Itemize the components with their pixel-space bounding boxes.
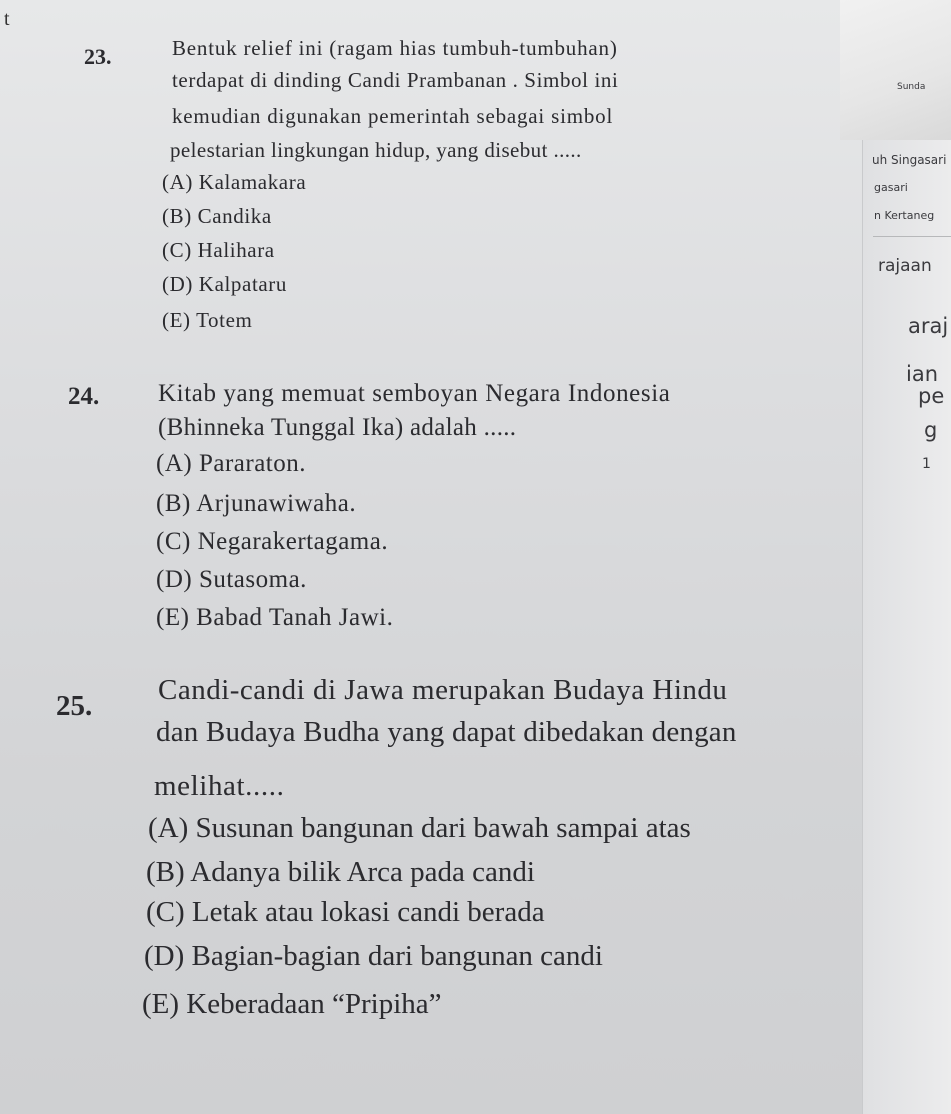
question-text-line: terdapat di dinding Candi Prambanan . Simbol ini xyxy=(172,68,619,92)
option-e: (E) Babad Tanah Jawi. xyxy=(156,604,394,631)
option-a: (A) Pararaton. xyxy=(156,450,306,477)
question-text-line: Kitab yang memuat semboyan Negara Indonesia xyxy=(158,380,671,407)
question-number: 24. xyxy=(68,383,100,410)
option-d: (D) Kalpataru xyxy=(162,272,287,296)
question-number: 25. xyxy=(56,690,93,722)
side-fragment-pe: pe xyxy=(918,384,945,408)
option-c: (C) Halihara xyxy=(162,238,275,262)
option-b: (B) Candika xyxy=(162,204,272,228)
side-fragment-gasari: gasari xyxy=(874,181,908,194)
option-b: (B) Arjunawiwaha. xyxy=(156,490,357,517)
question-number: 23. xyxy=(84,44,112,69)
option-c: (C) Letak atau lokasi candi berada xyxy=(146,896,545,928)
side-fragment-ian: ian xyxy=(906,362,939,386)
side-fragment-singasari: uh Singasari xyxy=(872,153,947,167)
question-text-line: kemudian digunakan pemerintah sebagai simbol xyxy=(172,104,614,128)
side-fragment-sunda: Sunda xyxy=(897,82,926,92)
question-text-line: Candi-candi di Jawa merupakan Budaya Hindu xyxy=(158,674,728,706)
option-a: (A) Kalamakara xyxy=(162,170,307,194)
question-text-line: pelestarian lingkungan hidup, yang disebut ..... xyxy=(170,138,582,162)
side-fragment-kertaneg: n Kertaneg xyxy=(874,209,935,222)
option-c: (C) Negarakertagama. xyxy=(156,528,389,555)
side-fragment-1: 1 xyxy=(922,456,931,472)
option-e: (E) Keberadaan “Pripiha” xyxy=(142,988,442,1020)
question-text-line: Bentuk relief ini (ragam hias tumbuh-tumbuhan) xyxy=(172,36,618,60)
stray-mark: t xyxy=(4,8,10,30)
adjacent-page-divider xyxy=(873,236,951,237)
question-text-line: (Bhinneka Tunggal Ika) adalah ..... xyxy=(158,414,517,441)
option-d: (D) Sutasoma. xyxy=(156,566,307,593)
map-fragment xyxy=(840,0,951,140)
option-d: (D) Bagian-bagian dari bangunan candi xyxy=(144,940,603,972)
side-fragment-araj: araj xyxy=(908,314,949,338)
adjacent-page xyxy=(862,0,951,1114)
side-fragment-g: g xyxy=(924,418,938,442)
question-text-line: melihat..... xyxy=(154,770,285,802)
option-e: (E) Totem xyxy=(162,308,253,332)
option-b: (B) Adanya bilik Arca pada candi xyxy=(146,856,535,888)
option-a: (A) Susunan bangunan dari bawah sampai atas xyxy=(148,812,691,844)
side-fragment-rajaan: rajaan xyxy=(878,256,932,276)
question-text-line: dan Budaya Budha yang dapat dibedakan dengan xyxy=(156,716,737,748)
